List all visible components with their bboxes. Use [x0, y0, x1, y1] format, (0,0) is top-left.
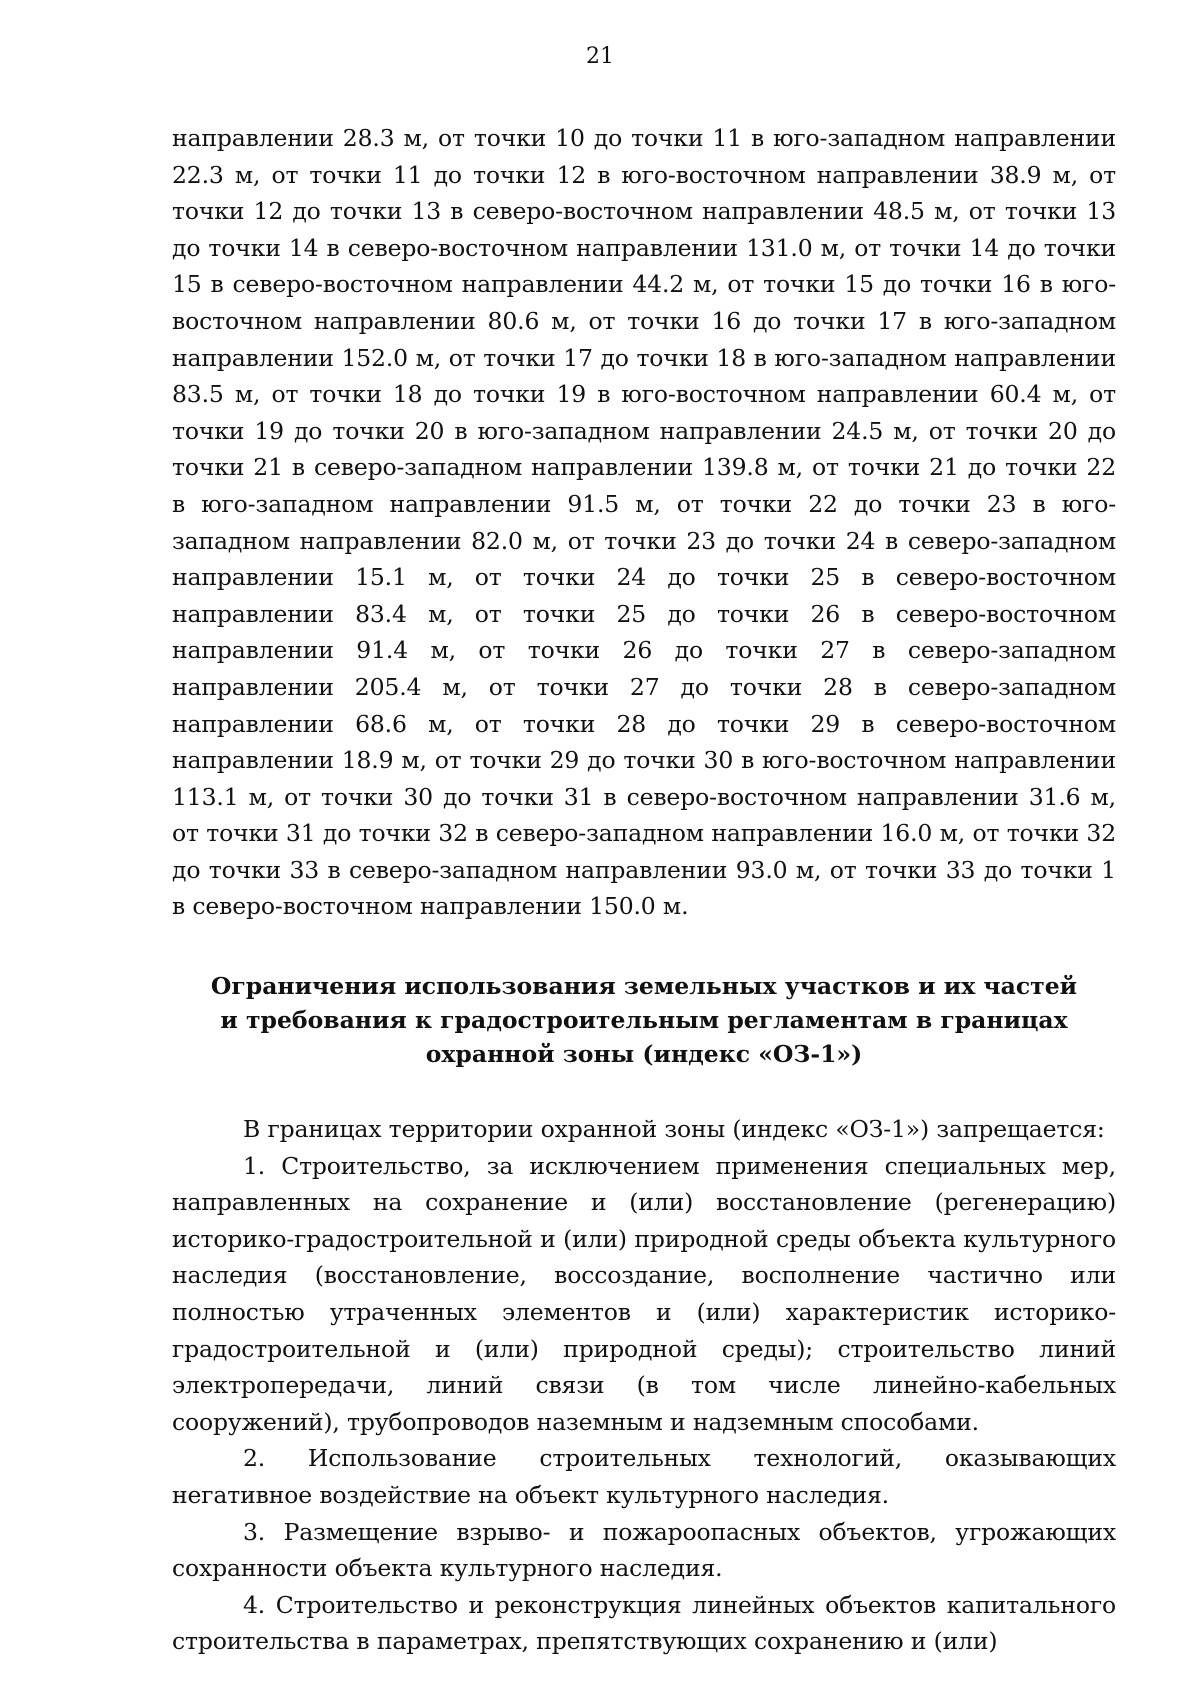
list-item: 3. Размещение взрыво- и пожароопасных объектов, угрожающих сохранности объекта культурного наследия. — [172, 1517, 1116, 1583]
section-heading-line: Ограничения использования земельных участков и их частей — [210, 972, 1078, 1001]
section-intro: В границах территории охранной зоны (индекс «ОЗ-1») запрещается: — [243, 1115, 1105, 1144]
list-item: 4. Строительство и реконструкция линейных объектов капитального строительства в параметрах, препятствующих сохранению и (или) — [172, 1590, 1116, 1656]
section-heading — [172, 925, 1116, 1111]
section-heading-line: и требования к градостроительным регламентам в границах — [220, 1006, 1068, 1035]
list-item: 2. Использование строительных технологий, оказывающих негативное воздействие на объект культурного наследия. — [172, 1444, 1116, 1509]
page-number: 21 — [586, 44, 614, 69]
list-item: 1. Строительство, за исключением применения специальных мер, направленных на сохранение и (или) восстановление (регенерацию) историко-градостроительной и (или) природной среды объекта культурного наследия (восстановление, воссоздание, восполнение частично или полностью утраченных элементов и (или) характеристик историко-градостроительной и (или) природной среды); строительство линий электропередачи, линий связи (в том числе линейно-кабельных сооружений), трубопроводов наземным и надземным способами. — [172, 1151, 1116, 1436]
section-heading-line: охранной зоны (индекс «ОЗ-1») — [425, 1040, 863, 1069]
continuation-paragraph: направлении 28.3 м, от точки 10 до точки 11 в юго-западном направлении 22.3 м, от точки 11 до точки 12 в юго-восточном направлении 38.9 м, от точки 12 до точки 13 в северо-восточном направлении 48.5 м, от точки 13 до точки 14 в северо-восточном направлении 131.0 м, от точки 14 до точки 15 в северо-восточном направлении 44.2 м, от точки 15 до точки 16 в юго-восточном направлении 80.6 м, от точки 16 до точки 17 в юго-западном направлении 152.0 м, от точки 17 до точки 18 в юго-западном направлении 83.5 м, от точки 18 до точки 19 в юго-восточном направлении 60.4 м, от точки 19 до точки 20 в юго-западном направлении 24.5 м, от точки 20 до точки 21 в северо-западном направлении 139.8 м, от точки 21 до точки 22 в юго-западном направлении 91.5 м, от точки 22 до точки 23 в юго-западном направлении 82.0 м, от точки 23 до точки 24 в северо-западном направлении 15.1 м, от точки 24 до точки 25 в северо-восточном направлении 83.4 м, от точки 25 до точки 26 в северо-восточном направлении 91.4 м, от точки 26 до точки 27 в северо-западном направлении 205.4 м, от точки 27 до точки 28 в северо-западном направлении 68.6 м, от точки 28 до точки 29 в северо-восточном направлении 18.9 м, от точки 29 до точки 30 в юго-восточном направлении 113.1 м, от точки 30 до точки 31 в северо-восточном направлении 31.6 м, от точки 31 до точки 32 в северо-западном направлении 16.0 м, от точки 32 до точки 33 в северо-западном направлении 93.0 м, от точки 33 до точки 1 в северо-восточном направлении 150.0 м. — [172, 124, 1116, 921]
document-body — [172, 120, 1116, 1660]
